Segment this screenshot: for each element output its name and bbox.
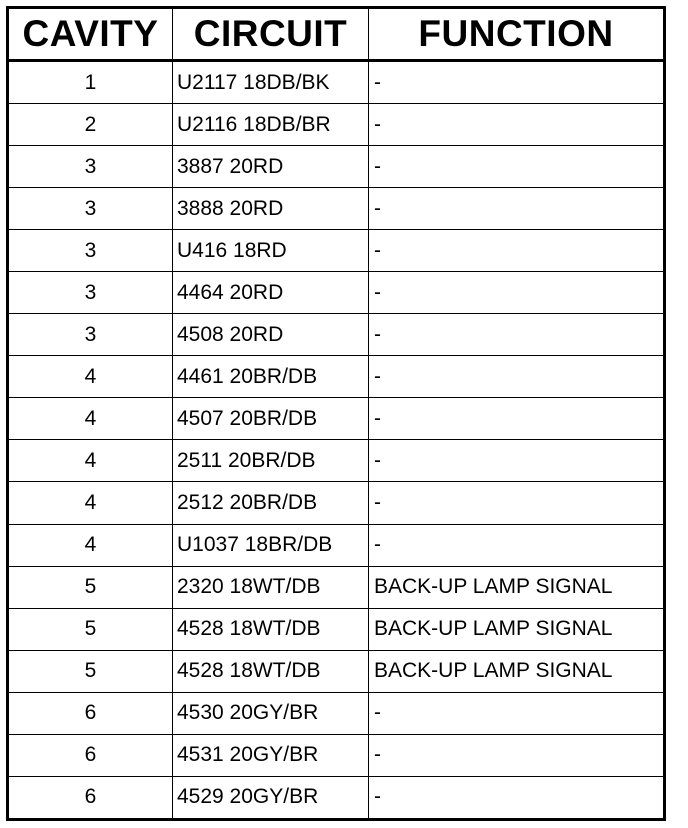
function-cell: - — [369, 230, 665, 272]
circuit-cell: 4461 20BR/DB — [173, 356, 369, 398]
function-cell: BACK-UP LAMP SIGNAL — [369, 608, 665, 650]
table-row — [8, 61, 665, 104]
cavity-cell: 3 — [8, 188, 173, 230]
function-cell: - — [369, 398, 665, 440]
cavity-cell: 2 — [8, 104, 173, 146]
circuit-column-header: CIRCUIT — [173, 8, 369, 61]
circuit-cell: 3887 20RD — [173, 146, 369, 188]
cavity-cell: 3 — [8, 314, 173, 356]
table-row — [8, 398, 665, 440]
function-cell: - — [369, 314, 665, 356]
function-cell: - — [369, 61, 665, 104]
circuit-cell: 4528 18WT/DB — [173, 608, 369, 650]
function-cell: - — [369, 188, 665, 230]
circuit-cell: 2320 18WT/DB — [173, 566, 369, 608]
cavity-cell: 6 — [8, 776, 173, 819]
function-cell: - — [369, 524, 665, 566]
table-row — [8, 440, 665, 482]
function-cell: - — [369, 146, 665, 188]
function-cell: - — [369, 440, 665, 482]
circuit-cell: U2117 18DB/BK — [173, 61, 369, 104]
circuit-cell: 4507 20BR/DB — [173, 398, 369, 440]
table-row — [8, 104, 665, 146]
cavity-column-header: CAVITY — [8, 8, 173, 61]
table-row — [8, 230, 665, 272]
cavity-cell: 6 — [8, 692, 173, 734]
function-cell: - — [369, 272, 665, 314]
table-row — [8, 356, 665, 398]
table-row — [8, 314, 665, 356]
table-row — [8, 146, 665, 188]
cavity-cell: 4 — [8, 440, 173, 482]
circuit-cell: 4464 20RD — [173, 272, 369, 314]
table-row — [8, 608, 665, 650]
circuit-cell: U416 18RD — [173, 230, 369, 272]
table-row — [8, 692, 665, 734]
table-row — [8, 734, 665, 776]
circuit-cell: 4528 18WT/DB — [173, 650, 369, 692]
circuit-cell: 2512 20BR/DB — [173, 482, 369, 524]
cavity-cell: 4 — [8, 398, 173, 440]
function-cell: - — [369, 356, 665, 398]
table-row — [8, 524, 665, 566]
table-row — [8, 188, 665, 230]
function-cell: - — [369, 104, 665, 146]
table-body — [8, 61, 665, 820]
cavity-cell: 3 — [8, 272, 173, 314]
cavity-cell: 4 — [8, 356, 173, 398]
circuit-cell: U1037 18BR/DB — [173, 524, 369, 566]
cavity-cell: 3 — [8, 230, 173, 272]
table-row — [8, 482, 665, 524]
function-cell: - — [369, 734, 665, 776]
circuit-cell: 3888 20RD — [173, 188, 369, 230]
connector-pinout-table — [6, 6, 666, 821]
function-cell: BACK-UP LAMP SIGNAL — [369, 650, 665, 692]
circuit-cell: 4508 20RD — [173, 314, 369, 356]
function-cell: - — [369, 692, 665, 734]
circuit-cell: U2116 18DB/BR — [173, 104, 369, 146]
cavity-cell: 5 — [8, 650, 173, 692]
cavity-cell: 4 — [8, 482, 173, 524]
function-cell: - — [369, 776, 665, 819]
cavity-cell: 4 — [8, 524, 173, 566]
table-row — [8, 272, 665, 314]
function-cell: BACK-UP LAMP SIGNAL — [369, 566, 665, 608]
table-row — [8, 650, 665, 692]
cavity-cell: 3 — [8, 146, 173, 188]
cavity-cell: 6 — [8, 734, 173, 776]
circuit-cell: 4530 20GY/BR — [173, 692, 369, 734]
circuit-cell: 4531 20GY/BR — [173, 734, 369, 776]
function-column-header: FUNCTION — [369, 8, 665, 61]
table-header — [8, 8, 665, 61]
function-cell: - — [369, 482, 665, 524]
header-row — [8, 8, 665, 61]
table-row — [8, 776, 665, 819]
circuit-cell: 2511 20BR/DB — [173, 440, 369, 482]
circuit-cell: 4529 20GY/BR — [173, 776, 369, 819]
table-row — [8, 566, 665, 608]
cavity-cell: 5 — [8, 608, 173, 650]
cavity-cell: 5 — [8, 566, 173, 608]
cavity-cell: 1 — [8, 61, 173, 104]
